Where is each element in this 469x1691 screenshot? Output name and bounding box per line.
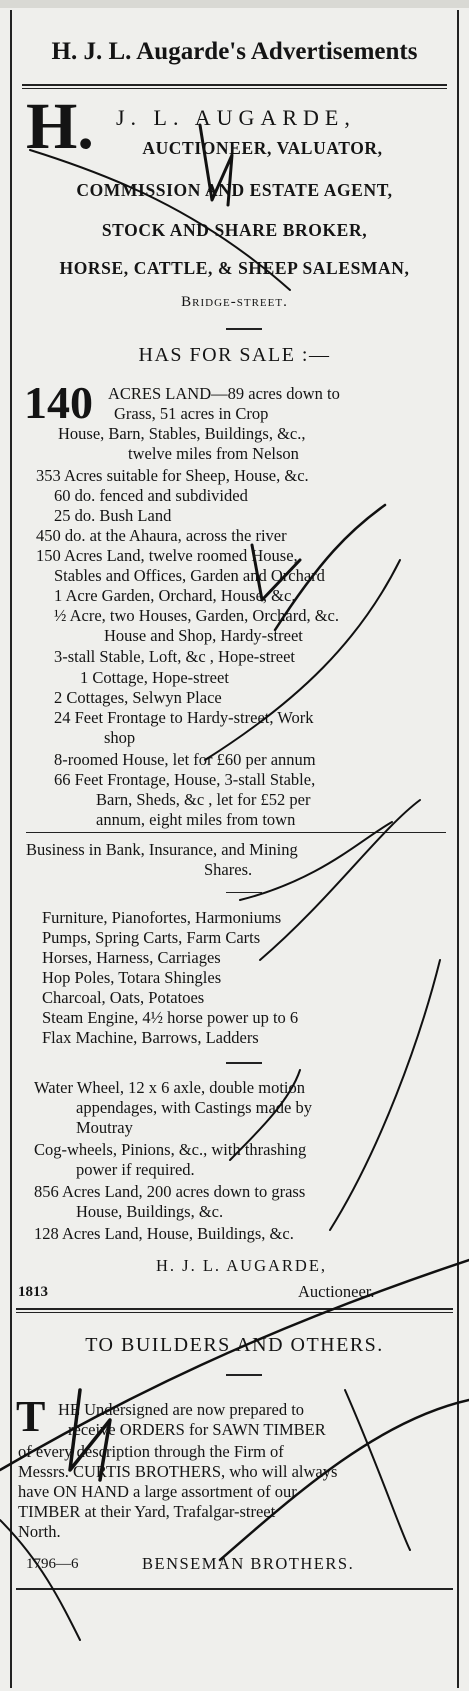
lead-line-2: Grass, 51 acres in Crop xyxy=(114,404,269,423)
business-line-1: Business in Bank, Insurance, and Mining xyxy=(26,840,298,859)
goods-line: Pumps, Spring Carts, Farm Carts xyxy=(42,928,261,947)
builders-line: of every description through the Firm of xyxy=(18,1442,284,1461)
property-line: ½ Acre, two Houses, Garden, Orchard, &c. xyxy=(54,606,339,625)
property-line: 8-roomed House, let for £60 per annum xyxy=(54,750,316,769)
notice-title-4: HORSE, CATTLE, & SHEEP SALESMAN, xyxy=(59,258,410,278)
property-line: 24 Feet Frontage to Hardy-street, Work xyxy=(54,708,314,727)
builders-line: receive ORDERS for SAWN TIMBER xyxy=(68,1420,326,1439)
goods-line: Hop Poles, Totara Shingles xyxy=(42,968,222,987)
notice-title-2: COMMISSION AND ESTATE AGENT, xyxy=(76,180,393,200)
builders-heading: TO BUILDERS AND OTHERS. xyxy=(85,1334,384,1356)
lead-number: 140 xyxy=(24,377,93,428)
goods-line: Charcoal, Oats, Potatoes xyxy=(42,988,205,1007)
machinery-line: Cog-wheels, Pinions, &c., with thrashing xyxy=(34,1140,307,1159)
builders-line: have ON HAND a large assortment of our xyxy=(18,1482,297,1501)
machinery-line: appendages, with Castings made by xyxy=(76,1098,312,1117)
property-line: 1 Cottage, Hope-street xyxy=(80,668,229,687)
builders-initial: T xyxy=(16,1392,46,1441)
signature-number: 1813 xyxy=(18,1284,48,1300)
builders-signature: BENSEMAN BROTHERS. xyxy=(142,1554,355,1573)
machinery-line: 856 Acres Land, 200 acres down to grass xyxy=(34,1182,306,1201)
sale-heading: HAS FOR SALE :— xyxy=(138,344,331,366)
notice-name: J. L. AUGARDE, xyxy=(116,105,356,130)
signature-title: Auctioneer. xyxy=(298,1282,375,1301)
notice-address: Bridge-street. xyxy=(181,294,288,310)
property-line: Stables and Offices, Garden and Orchard xyxy=(54,566,325,585)
notice-title-3: STOCK AND SHARE BROKER, xyxy=(101,220,368,240)
signature-name: H. J. L. AUGARDE, xyxy=(156,1256,328,1275)
property-line: House and Shop, Hardy-street xyxy=(104,626,303,645)
machinery-line: power if required. xyxy=(76,1160,195,1179)
notice-initial: H. xyxy=(26,90,94,163)
property-line: 353 Acres suitable for Sheep, House, &c. xyxy=(36,466,309,485)
masthead: H. J. L. Augarde's Advertisements xyxy=(51,38,418,65)
property-line: 66 Feet Frontage, House, 3-stall Stable, xyxy=(54,770,316,789)
goods-line: Horses, Harness, Carriages xyxy=(42,948,221,967)
builders-number: 1796—6 xyxy=(26,1556,79,1572)
property-line: 1 Acre Garden, Orchard, House, &c. xyxy=(54,586,296,605)
property-line: Barn, Sheds, &c , let for £52 per xyxy=(96,790,311,809)
goods-line: Steam Engine, 4½ horse power up to 6 xyxy=(42,1008,299,1027)
machinery-line: Water Wheel, 12 x 6 axle, double motion xyxy=(34,1078,306,1097)
goods-line: Flax Machine, Barrows, Ladders xyxy=(42,1028,259,1047)
builders-line: TIMBER at their Yard, Trafalgar-street xyxy=(18,1502,276,1521)
builders-line: Messrs. CURTIS BROTHERS, who will always xyxy=(18,1462,338,1481)
builders-line: HE Undersigned are now prepared to xyxy=(58,1400,305,1419)
machinery-line: House, Buildings, &c. xyxy=(76,1202,224,1221)
goods-line: Furniture, Pianofortes, Harmoniums xyxy=(42,908,282,927)
property-line: shop xyxy=(104,728,136,747)
property-line: 25 do. Bush Land xyxy=(54,506,172,525)
notice-title-1: AUCTIONEER, VALUATOR, xyxy=(142,138,383,158)
property-line: 3-stall Stable, Loft, &c , Hope-street xyxy=(54,647,296,666)
business-line-2: Shares. xyxy=(204,860,253,879)
property-line: 150 Acres Land, twelve roomed House, xyxy=(36,546,298,565)
property-line: 2 Cottages, Selwyn Place xyxy=(54,688,222,707)
lead-line-1: ACRES LAND—89 acres down to xyxy=(108,384,340,403)
lead-line-4: twelve miles from Nelson xyxy=(128,444,299,463)
machinery-line: Moutray xyxy=(76,1118,133,1137)
property-line: 60 do. fenced and subdivided xyxy=(54,486,248,505)
builders-line: North. xyxy=(18,1522,61,1541)
lead-line-3: House, Barn, Stables, Buildings, &c., xyxy=(58,424,306,443)
machinery-line: 128 Acres Land, House, Buildings, &c. xyxy=(34,1224,294,1243)
property-line: 450 do. at the Ahaura, across the river xyxy=(36,526,287,545)
property-line: annum, eight miles from town xyxy=(96,810,296,829)
